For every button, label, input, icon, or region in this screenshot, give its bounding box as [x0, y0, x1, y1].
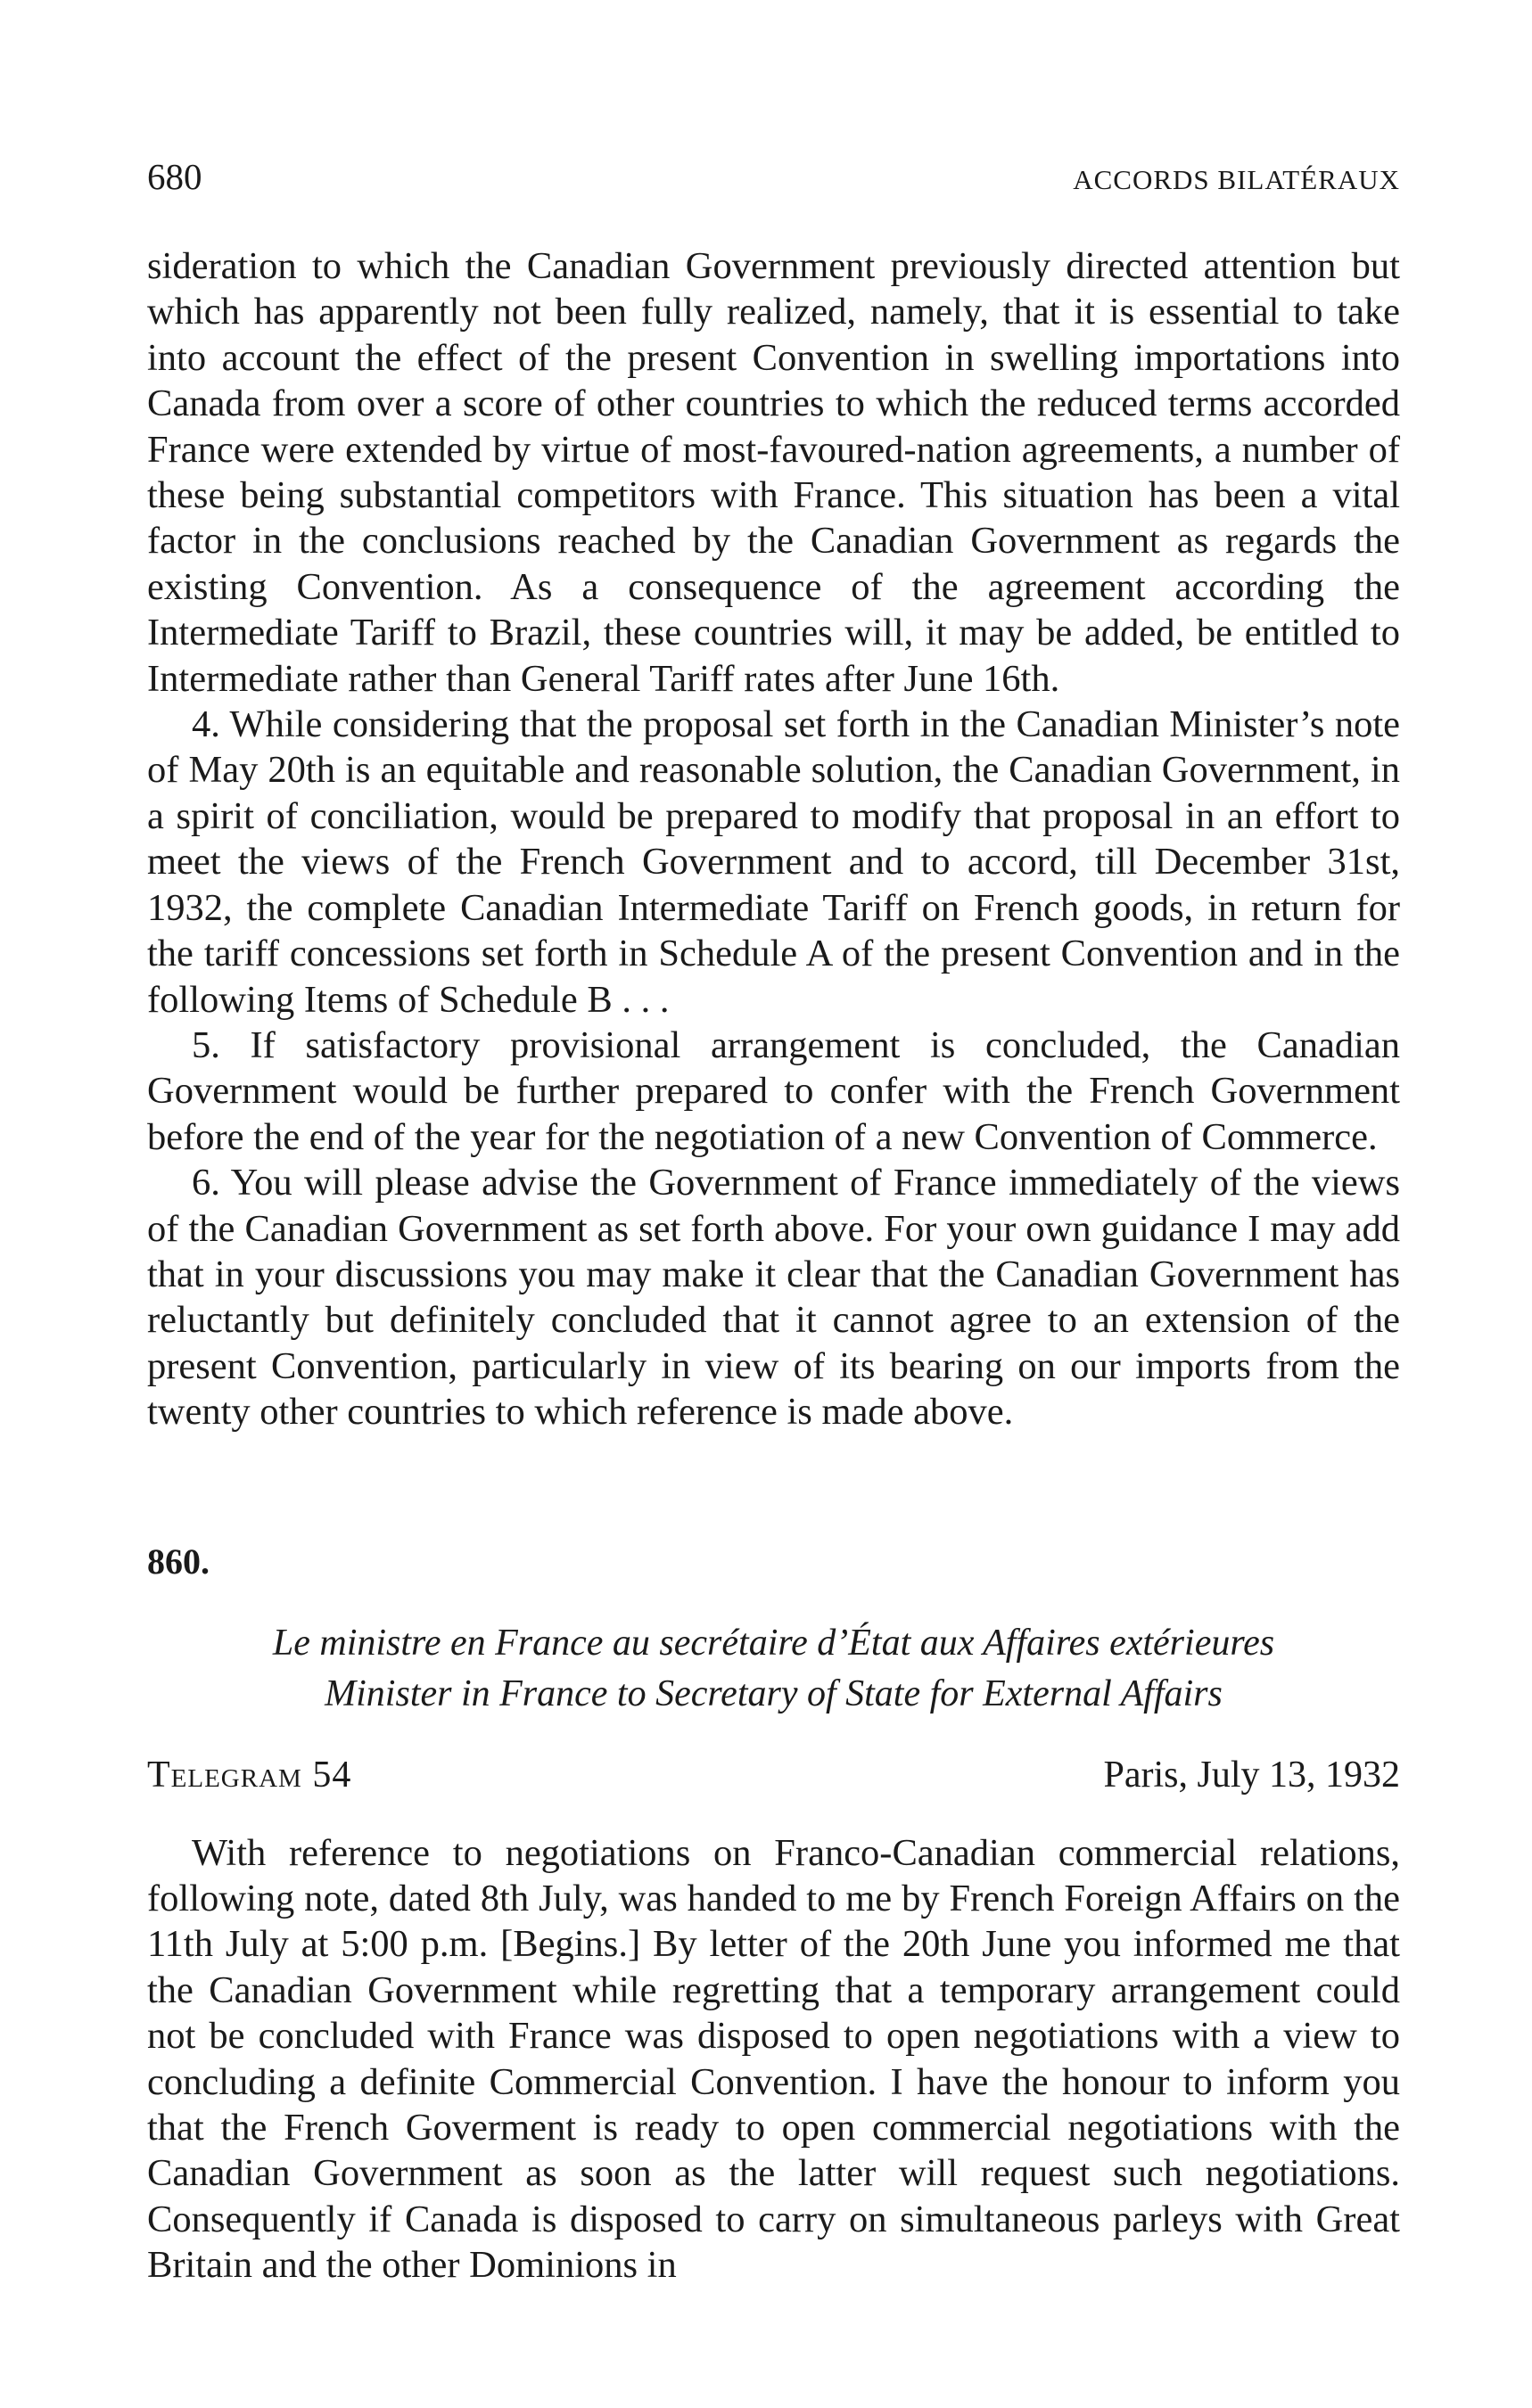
running-head [147, 156, 1400, 197]
document-number: 860. [147, 1541, 210, 1582]
document-page [147, 156, 1400, 2289]
paragraph-4: 4. While considering that the proposal set forth in the Canadian Minister’s note of May 20th is an equitable and reasonable solution, the Canadian Government, in a spirit of conciliation, would be prepared to modify that proposal in an effort to meet the views of the French Government and to accord, till December 31st, 1932, the complete Canadian Intermediate Tariff on French goods, in return for the tariff concessions set forth in Schedule A of the present Convention and in the following Items of Schedule B . . . [147, 703, 1400, 1021]
page-number: 680 [147, 156, 202, 197]
heading-english: Minister in France to Secretary of State for External Affairs [325, 1672, 1223, 1714]
continued-dispatch [147, 243, 1400, 1435]
telegram-line [147, 1754, 1400, 1796]
telegram-label: Telegram 54 [147, 1754, 352, 1796]
telegram-paragraph: With reference to negotiations on Franco-Canadian commercial relations, following note, dated 8th July, was handed to me by French Foreign Affairs on the 11th July at 5:00 p.m. [Begins.] By letter of the 20th June you informed me that the Canadian Government while regretting that a temporary arrangement could not be concluded with France was disposed to open negotiations with a view to concluding a definite Commercial Convention. I have the honour to inform you that the French Goverment is ready to open commercial negotiations with the Canadian Government as soon as the latter will request such negotiations. Consequently if Canada is disposed to carry on simultaneous parleys with Great Britain and the other Dominions in [147, 1831, 1400, 2287]
telegram-body [147, 1830, 1400, 2289]
paragraph-continuation: sideration to which the Canadian Government previously directed attention but which has apparently not been fully realized, namely, that it is essential to take into account the effect of the present Convention in swelling importations into Canada from over a score of other countries to which the reduced terms accorded France were extended by virtue of most-favoured-nation agreements, a number of these being substantial competitors with France. This situation has been a vital factor in the conclusions reached by the Canadian Government as regards the existing Convention. As a consequence of the agreement according the Intermediate Tariff to Brazil, these countries will, it may be added, be entitled to Intermediate rather than General Tariff rates after June 16th. [147, 245, 1400, 700]
place-date: Paris, July 13, 1932 [1103, 1754, 1400, 1796]
paragraph-5: 5. If satisfactory provisional arrangement is concluded, the Canadian Government would be further prepared to confer with the French Government before the end of the year for the negotiation of a new Convention of Commerce. [147, 1023, 1400, 1158]
heading-french: Le ministre en France au secrétaire d’État aux Affaires extérieures [272, 1622, 1275, 1664]
paragraph-6: 6. You will please advise the Government of France immediately of the views of the Canadian Government as set forth above. For your own guidance I may add that in your discussions you may make it clear that the Canadian Government has reluctantly but definitely concluded that it cannot agree to an extension of the present Convention, particularly in view of its bearing on our imports from the twenty other countries to which reference is made above. [147, 1162, 1400, 1434]
running-title: ACCORDS BILATÉRAUX [1073, 164, 1400, 195]
